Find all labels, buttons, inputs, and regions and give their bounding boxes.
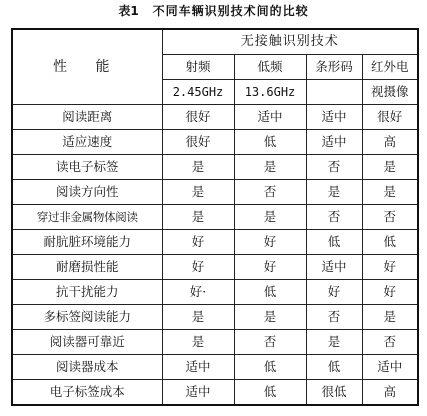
row-label: 读电子标签 <box>12 155 162 180</box>
row-value: 是 <box>162 205 234 230</box>
table-row <box>12 205 418 230</box>
row-label: 抗干扰能力 <box>12 280 162 305</box>
table-row <box>12 105 418 130</box>
row-label: 适应速度 <box>12 130 162 155</box>
row-value: 否 <box>362 330 418 355</box>
row-value: 高 <box>362 380 418 406</box>
row-value: 是 <box>162 330 234 355</box>
table-title: 不同车辆识别技术间的比较 <box>152 4 309 18</box>
row-value: 是 <box>234 205 306 230</box>
table-number: 表1 <box>118 4 139 18</box>
table-body <box>12 105 418 406</box>
row-value: 很好 <box>162 130 234 155</box>
row-value: 低 <box>362 230 418 255</box>
freq-header-3: 视摄像 <box>362 80 418 105</box>
header-row-group <box>12 29 418 55</box>
row-label: 耐磨损性能 <box>12 255 162 280</box>
row-value: 高 <box>362 130 418 155</box>
row-value: 适中 <box>362 355 418 380</box>
row-value: 适中 <box>162 355 234 380</box>
freq-header-0: 2.45GHz <box>162 80 234 105</box>
row-value: 很低 <box>306 380 362 406</box>
row-value: 好 <box>362 255 418 280</box>
row-value: 是 <box>362 305 418 330</box>
row-value: 好 <box>162 230 234 255</box>
row-label: 阅读距离 <box>12 105 162 130</box>
row-value: 低 <box>234 130 306 155</box>
row-value: 是 <box>362 180 418 205</box>
table-caption <box>0 0 427 22</box>
row-value: 适中 <box>306 255 362 280</box>
table-row <box>12 155 418 180</box>
row-value: 是 <box>162 155 234 180</box>
row-value: 是 <box>234 305 306 330</box>
row-value: 是 <box>306 330 362 355</box>
row-value: 适中 <box>306 105 362 130</box>
comparison-table <box>11 28 419 406</box>
row-value: 很好 <box>362 105 418 130</box>
row-value: 适中 <box>234 105 306 130</box>
row-label: 耐肮脏环境能力 <box>12 230 162 255</box>
group-header: 无接触识别技术 <box>162 29 418 55</box>
row-value: 低 <box>234 280 306 305</box>
row-value: 否 <box>234 180 306 205</box>
row-value: 否 <box>234 330 306 355</box>
row-value: 是 <box>162 305 234 330</box>
row-value: 否 <box>306 205 362 230</box>
table-row <box>12 255 418 280</box>
row-value: 低 <box>306 230 362 255</box>
performance-header: 性 能 <box>12 29 162 105</box>
row-value: 很好 <box>162 105 234 130</box>
row-value: 好 <box>234 255 306 280</box>
freq-header-2 <box>306 80 362 105</box>
table-row <box>12 280 418 305</box>
row-value: 低 <box>234 380 306 406</box>
table-row <box>12 330 418 355</box>
tech-header-3: 红外电 <box>362 55 418 80</box>
row-label: 阅读方向性 <box>12 180 162 205</box>
table-row <box>12 180 418 205</box>
row-value: 适中 <box>306 130 362 155</box>
row-value: 好· <box>162 280 234 305</box>
table-row <box>12 230 418 255</box>
row-value: 否 <box>362 205 418 230</box>
row-label: 电子标签成本 <box>12 380 162 406</box>
row-value: 好 <box>306 280 362 305</box>
row-value: 好 <box>162 255 234 280</box>
row-value: 否 <box>306 305 362 330</box>
row-value: 好 <box>234 230 306 255</box>
row-label: 阅读器成本 <box>12 355 162 380</box>
table-row <box>12 380 418 406</box>
row-value: 低 <box>306 355 362 380</box>
row-value: 是 <box>234 155 306 180</box>
row-value: 好 <box>362 280 418 305</box>
row-value: 否 <box>306 155 362 180</box>
row-label: 阅读器可靠近 <box>12 330 162 355</box>
row-value: 是 <box>162 180 234 205</box>
table-row <box>12 305 418 330</box>
freq-header-1: 13.6GHz <box>234 80 306 105</box>
row-value: 是 <box>362 155 418 180</box>
table-row <box>12 130 418 155</box>
tech-header-0: 射频 <box>162 55 234 80</box>
table-row <box>12 355 418 380</box>
tech-header-2: 条形码 <box>306 55 362 80</box>
row-value: 低 <box>234 355 306 380</box>
tech-header-1: 低频 <box>234 55 306 80</box>
row-label: 穿过非金属物体阅读 <box>12 205 162 230</box>
row-value: 是 <box>306 180 362 205</box>
row-label: 多标签阅读能力 <box>12 305 162 330</box>
row-value: 适中 <box>162 380 234 406</box>
